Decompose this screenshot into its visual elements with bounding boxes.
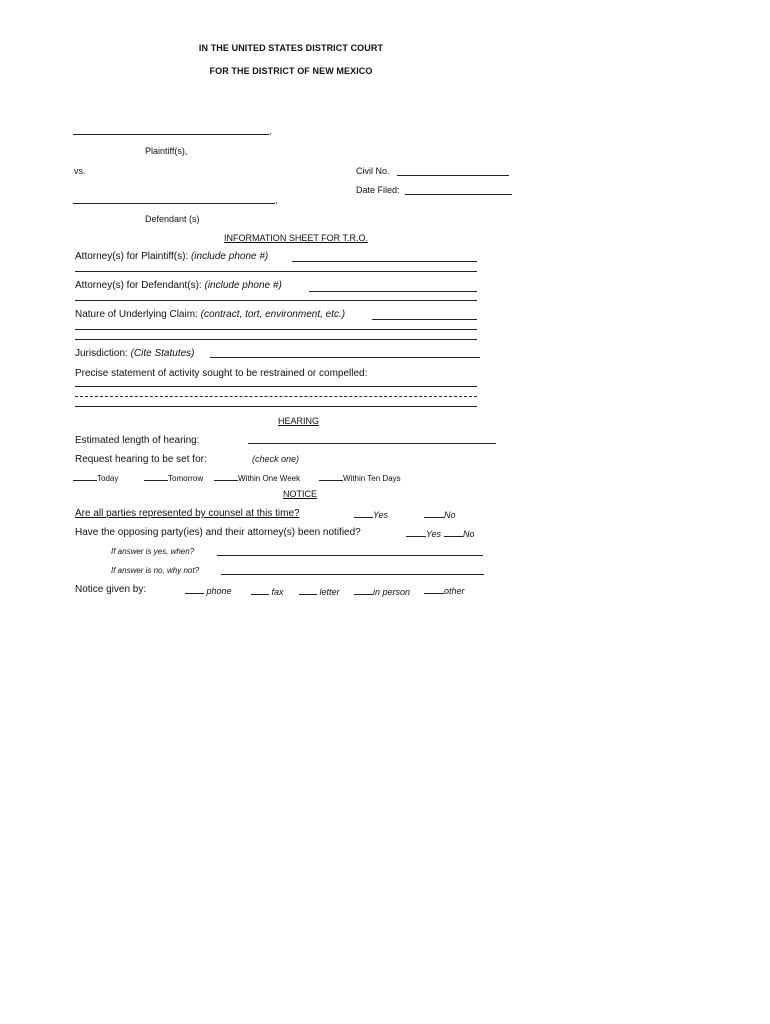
notice-method-in-person[interactable]	[354, 585, 410, 597]
hearing-option-today[interactable]	[73, 471, 118, 483]
attorney-plaintiff-field-2[interactable]	[75, 271, 477, 272]
checkbox-line[interactable]	[251, 585, 269, 595]
yes-label: Yes	[373, 510, 389, 520]
hearing-option-ten-days[interactable]	[319, 471, 401, 483]
checkbox-line[interactable]	[424, 508, 444, 518]
option-label: Within Ten Days	[343, 474, 401, 483]
method-label: other	[444, 586, 465, 596]
info-sheet-title: INFORMATION SHEET FOR T.R.O.	[223, 233, 368, 243]
if-yes-label: If answer is yes, when?	[111, 547, 195, 556]
attorney-defendant-text: Attorney(s) for Defendant(s):	[75, 280, 202, 291]
notified-no[interactable]	[444, 527, 475, 539]
hearing-request-label: Request hearing to be set for:	[75, 454, 207, 465]
jurisdiction-label	[75, 348, 195, 359]
activity-field-2[interactable]	[75, 396, 477, 397]
hearing-length-field[interactable]	[248, 443, 496, 444]
date-filed-field[interactable]	[405, 194, 512, 195]
activity-label: Precise statement of activity sought to be restrained or compelled:	[75, 368, 368, 379]
represented-yes[interactable]	[354, 508, 388, 520]
no-label: No	[463, 529, 475, 539]
claim-label	[75, 309, 345, 320]
claim-field-2[interactable]	[75, 329, 477, 330]
date-filed-label: Date Filed:	[356, 185, 400, 195]
activity-field-1[interactable]	[75, 386, 477, 387]
claim-text: Nature of Underlying Claim:	[75, 309, 198, 320]
checkbox-line[interactable]	[319, 471, 343, 481]
represented-question: Are all parties represented by counsel at this time?	[75, 508, 300, 519]
attorney-plaintiff-text: Attorney(s) for Plaintiff(s):	[75, 251, 189, 262]
checkbox-line[interactable]	[144, 471, 168, 481]
no-label: No	[444, 510, 456, 520]
checkbox-line[interactable]	[354, 508, 373, 518]
checkbox-line[interactable]	[185, 584, 204, 594]
jurisdiction-text: Jurisdiction:	[75, 348, 128, 359]
option-label: Today	[97, 474, 119, 483]
notice-method-phone[interactable]	[185, 584, 232, 596]
checkbox-line[interactable]	[424, 584, 444, 594]
plaintiff-label: Plaintiff(s),	[145, 146, 188, 156]
checkbox-line[interactable]	[214, 471, 238, 481]
claim-field[interactable]	[372, 319, 477, 320]
activity-field-3[interactable]	[75, 406, 477, 407]
attorney-plaintiff-hint: (include phone #)	[190, 251, 269, 262]
attorney-defendant-field-2[interactable]	[75, 300, 477, 301]
hearing-heading: HEARING	[278, 416, 320, 426]
civil-no-field[interactable]	[397, 175, 509, 176]
hearing-length-label: Estimated length of hearing:	[75, 435, 200, 446]
defendant-label: Defendant (s)	[145, 214, 200, 224]
option-label: Tomorrow	[168, 474, 204, 483]
hearing-option-one-week[interactable]	[214, 471, 300, 483]
attorney-plaintiff-field[interactable]	[292, 261, 477, 262]
checkbox-line[interactable]	[73, 471, 97, 481]
if-no-field[interactable]	[221, 574, 484, 575]
district-title: FOR THE DISTRICT OF NEW MEXICO	[209, 66, 373, 76]
notified-yes[interactable]	[406, 527, 441, 539]
notice-method-fax[interactable]	[251, 585, 284, 597]
court-title: IN THE UNITED STATES DISTRICT COURT	[198, 43, 384, 53]
hearing-option-tomorrow[interactable]	[144, 471, 203, 483]
attorney-defendant-field[interactable]	[309, 291, 477, 292]
vs-label: vs.	[74, 166, 86, 176]
attorney-defendant-label	[75, 280, 282, 291]
claim-hint: (contract, tort, environment, etc.)	[200, 309, 346, 320]
notice-given-by-label: Notice given by:	[75, 584, 147, 595]
notified-question: Have the opposing party(ies) and their attorney(s) been notified?	[75, 527, 361, 538]
option-label: Within One Week	[238, 474, 301, 483]
method-label: fax	[271, 587, 284, 597]
defendant-comma: ,	[275, 195, 278, 205]
notice-heading: NOTICE	[283, 489, 318, 499]
if-no-label: If answer is no, why not?	[111, 566, 200, 575]
jurisdiction-field[interactable]	[210, 357, 480, 358]
represented-no[interactable]	[424, 508, 456, 520]
jurisdiction-hint: (Cite Statutes)	[130, 348, 195, 359]
checkbox-line[interactable]	[354, 585, 373, 595]
attorney-plaintiff-label	[75, 251, 268, 262]
plaintiff-name-line[interactable]	[73, 134, 269, 135]
civil-no-label: Civil No.	[356, 166, 390, 176]
checkbox-line[interactable]	[444, 527, 463, 537]
claim-field-3[interactable]	[75, 339, 477, 340]
check-one-hint: (check one)	[252, 454, 300, 464]
defendant-name-line[interactable]	[73, 203, 275, 204]
notice-method-other[interactable]	[424, 584, 465, 596]
checkbox-line[interactable]	[406, 527, 426, 537]
notice-method-letter[interactable]	[299, 585, 340, 597]
yes-label: Yes	[426, 529, 442, 539]
method-label: phone	[206, 586, 232, 596]
method-label: in person	[373, 587, 411, 597]
plaintiff-comma: ,	[269, 126, 272, 136]
checkbox-line[interactable]	[299, 585, 317, 595]
if-yes-field[interactable]	[217, 555, 483, 556]
attorney-defendant-hint: (include phone #)	[204, 280, 282, 291]
method-label: letter	[319, 587, 340, 597]
